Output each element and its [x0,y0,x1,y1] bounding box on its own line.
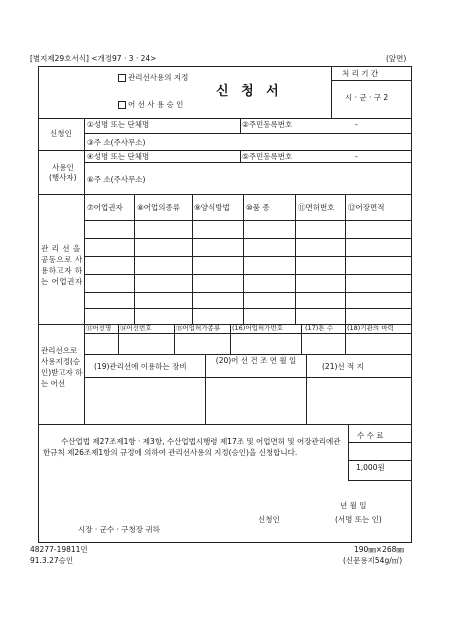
fishery-section-label: 관 리 선 을 공동으로 사용하고자 하는 어업권자 [41,244,83,286]
recipient-line: 시장 · 군수 · 구청장 귀하 [78,525,160,534]
applicant-row-line [84,133,412,134]
vessel-divider-3 [230,324,231,354]
applicant-sign-label: 신청인 [258,515,280,524]
applicant-name-label: ①성명 또는 단체명 [87,120,150,129]
fishery-label-divider [84,194,85,324]
vessel-header-line [84,333,412,334]
processing-value: 시 · 군 · 구 2 [345,93,389,102]
fee-value-bottom-line [348,480,412,481]
fishery-row-line-2 [84,256,412,257]
vessel-col-3: ⑮어업허가종류 [176,324,221,332]
applicant-label: 신청인 [50,129,72,138]
option-designation [118,74,188,82]
footer-paper: (신문용지54g/㎡) [343,556,403,565]
vessel-col-20: (20)어 선 건 조 연 월 일 [215,356,297,365]
user-label: 사용인 [52,163,74,172]
vessel-col-2: ⑭어선번호 [120,324,152,332]
frame-right [411,66,412,542]
vessel-divider-1 [118,324,119,354]
applicant-address-label: ③주 소(주사무소) [87,138,146,147]
fishery-divider-4 [295,194,296,324]
fishery-divider-5 [345,194,346,324]
fishery-col-4: ⑩품 종 [246,203,270,212]
vessel-row2-header-line [84,377,412,378]
fishery-col-2: ⑧어업의종류 [137,203,180,212]
fishery-divider-1 [134,194,135,324]
vessel-col-4: (16)어업허가번호 [232,324,284,332]
user-reg-label: ⑤주민등록번호 [242,152,293,161]
footer-approval: 91.3.27승인 [30,556,74,565]
user-name-label: ④성명 또는 단체명 [87,152,150,161]
fishery-col-5: ⑪면허번호 [298,203,335,212]
applicant-reg-divider [240,118,241,133]
checkbox-designation[interactable] [118,74,126,82]
option-approval-label: 어 선 사 용 승 인 [128,100,184,109]
fishery-row-line-4 [84,292,412,293]
vessel-divider-20-21 [306,354,307,424]
title-bottom-line [38,118,412,119]
fishery-row-line-1 [84,238,412,239]
applicant-reg-label: ②주민등록번호 [242,120,293,129]
user-bottom-line [38,194,412,195]
fee-label: 수 수 료 [357,431,384,440]
fishery-row-line-3 [84,274,412,275]
fee-bottom-line [348,460,412,461]
applicant-label-divider [84,118,85,194]
vessel-col-1: ⑬어선명 [86,324,112,332]
fishery-divider-3 [243,194,244,324]
checkbox-approval[interactable] [118,101,126,109]
signature-field[interactable]: (서명 또는 인) [335,515,382,524]
vessel-col-6: (18)기관의 마력 [347,324,394,332]
user-label-sub: (행사자) [49,173,77,182]
fee-line [348,442,412,443]
fishery-col-1: ⑦어업권자 [87,203,123,212]
applicant-reg-dash: - [355,120,358,129]
processing-label: 처 리 기 간 [342,69,379,78]
vessel-col-5: (17)톤 수 [305,324,333,332]
fee-value: 1,000원 [356,463,385,472]
vessel-divider-19-20 [205,354,206,424]
vessel-label-divider [84,324,85,424]
vessel-divider-2 [174,324,175,354]
fishery-col-3: ⑨양식방법 [194,203,230,212]
vessel-divider-5 [345,324,346,354]
form-number: [별지제29호서식] <개정97 · 3 · 24> [30,54,157,63]
frame-left [38,66,39,542]
option-approval [118,101,183,109]
fee-value-divider [348,460,349,480]
vessel-bottom-line [38,424,412,425]
processing-line [331,80,411,81]
date-line: 년 월 일 [340,501,367,510]
vessel-section-label: 관리선으로 사용지정(승인)받고자 하는 어선 [41,346,83,388]
vessel-col-19: (19)관리선에 이용하는 장비 [94,362,187,371]
user-row-line [84,162,412,163]
footer-code: 48277-19811민 [30,545,88,554]
fishery-col-6: ⑫어장면적 [348,203,385,212]
page-side-label: (앞면) [386,54,407,63]
footer-size: 190㎜×268㎜ [354,545,404,554]
fishery-divider-2 [192,194,193,324]
fishery-row-line-5 [84,308,412,309]
processing-divider [331,66,332,118]
user-reg-divider [240,150,241,162]
frame-top [38,66,412,67]
vessel-divider-4 [301,324,302,354]
option-designation-label: 관리선사용의 지정 [128,73,189,82]
user-address-label: ⑥주 소(주사무소) [87,175,146,184]
frame-bottom [38,542,412,543]
user-reg-dash: - [355,152,358,161]
form-title: 신 청 서 [216,84,283,99]
vessel-col-21: (21)선 적 지 [322,362,364,371]
statement-text: 수산업법 제27조제1항 · 제3항, 수산업법시행령 제17조 및 어업면허 및 어장관리에관한규칙 제26조제1항의 규정에 의하여 관리선사용의 지정(승인)을 신청합니다. [43,437,341,457]
applicant-bottom-line [38,150,412,151]
vessel-row-line [84,354,412,355]
